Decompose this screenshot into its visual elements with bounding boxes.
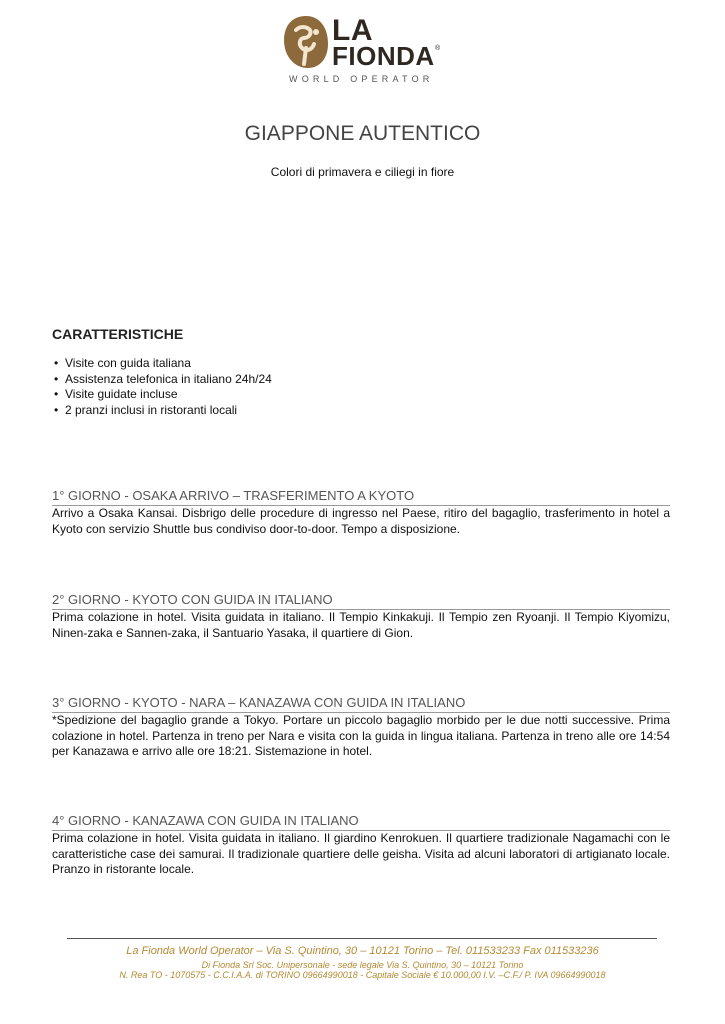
footer-address: La Fionda World Operator – Via S. Quintino, 30 – 10121 Torino – Tel. 011533233 Fax 011533236 (126, 945, 599, 957)
registered-mark: ® (435, 45, 441, 52)
logo-wordmark-fionda: FIONDA (332, 41, 435, 71)
footer-registry: N. Rea TO - 1070575 - C.C.I.A.A. di TORINO 09664990018 - Capitale Sociale € 10.000,00 I.V. –C.F./ P. IVA 09664990018 (119, 970, 606, 980)
feature-label: 2 pranzi inclusi in ristoranti locali (65, 402, 238, 417)
day-title: 2° GIORNO - KYOTO CON GUIDA IN ITALIANO (52, 592, 670, 610)
day-description: Prima colazione in hotel. Visita guidata in italiano. Il Tempio Kinkakuji. Il Tempio zen Ryoanji. Il Tempio Kiyomizu, Ninen-zaka e Sannen-zaka, il Santuario Yasaka, il quartiere di Gion. (52, 610, 670, 640)
bullet-icon: • (54, 356, 59, 370)
day-section-1 (52, 488, 670, 537)
bullet-icon: • (54, 371, 59, 386)
day-description: *Spedizione del bagaglio grande a Tokyo. Portare un piccolo bagaglio morbido per le due notti successive. Prima colazione in hotel. Partenza in treno per Nara e visita con la guida in lingua italiana. Partenza in treno alle ore 14:54 per Kanazawa e arrivo alle ore 18:21. Sistemazione in hotel. (52, 713, 670, 759)
page-subtitle: Colori di primavera e ciliegi in fiore (270, 165, 455, 179)
list-item (52, 356, 272, 372)
day-description: Prima colazione in hotel. Visita guidata in italiano. Il giardino Kenrokuen. Il quartiere tradizionale Nagamachi con le caratteristiche case dei samurai. Il tradizionale quartiere delle geisha. Visita ad alcuni laboratori di artigianato locale. Pranzo in ristorante locale. (52, 831, 670, 877)
footer-divider (67, 938, 657, 939)
list-item (52, 403, 272, 419)
footer-legal: Di Fionda Srl Soc. Unipersonale - sede legale Via S. Quintino, 30 – 10121 Torino (201, 960, 524, 970)
company-logo (278, 12, 466, 94)
logo-wordmark-la: LA (332, 14, 373, 47)
day-section-3 (52, 695, 670, 760)
fionda-emblem-icon (282, 14, 330, 70)
day-section-4 (52, 813, 670, 878)
features-list (52, 356, 272, 418)
day-section-2 (52, 592, 670, 641)
feature-label: Visite guidate incluse (65, 387, 178, 401)
feature-label: Assistenza telefonica in italiano 24h/24 (65, 371, 272, 386)
logo-tagline: WORLD OPERATOR (289, 74, 434, 84)
day-title: 3° GIORNO - KYOTO - NARA – KANAZAWA CON GUIDA IN ITALIANO (52, 695, 670, 713)
list-item (52, 387, 272, 403)
page-title: GIAPPONE AUTENTICO (244, 122, 481, 145)
list-item (52, 372, 272, 388)
day-description: Arrivo a Osaka Kansai. Disbrigo delle procedure di ingresso nel Paese, ritiro del bagaglio, trasferimento in hotel a Kyoto con servizio Shuttle bus condiviso door-to-door. Tempo a disposizione. (52, 506, 670, 536)
feature-label: Visite con guida italiana (65, 356, 191, 370)
day-title: 1° GIORNO - OSAKA ARRIVO – TRASFERIMENTO A KYOTO (52, 488, 670, 506)
day-title: 4° GIORNO - KANAZAWA CON GUIDA IN ITALIANO (52, 813, 670, 831)
bullet-icon: • (54, 387, 59, 401)
bullet-icon: • (54, 402, 59, 417)
features-heading: CARATTERISTICHE (52, 326, 184, 342)
